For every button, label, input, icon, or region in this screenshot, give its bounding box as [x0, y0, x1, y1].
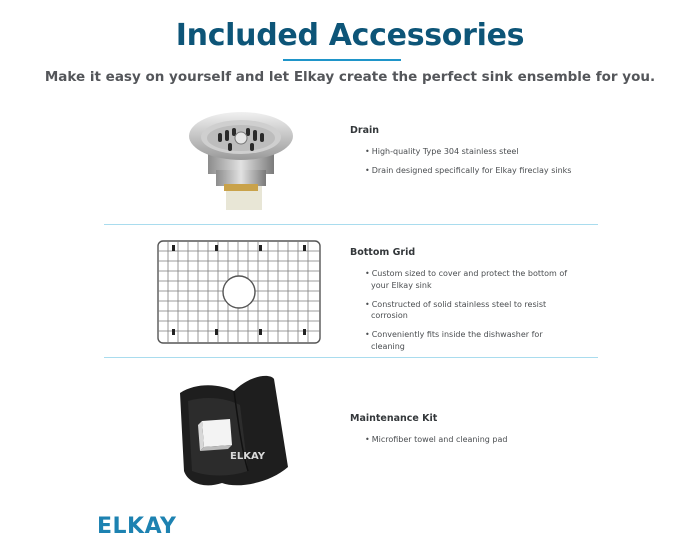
bottom-grid-section — [350, 247, 610, 360]
maintenance-kit-image — [178, 371, 290, 491]
page-title: Included Accessories — [175, 18, 525, 53]
list-item: • Custom sized to cover and protect the bottom of your Elkay sink — [365, 268, 576, 291]
section-title: Maintenance Kit — [350, 413, 438, 424]
list-item: • Constructed of solid stainless steel to resist corrosion — [365, 299, 576, 322]
towel-brand-text: ELKAY — [230, 451, 265, 462]
sink-drain-icon — [188, 106, 294, 210]
bullet-list — [350, 268, 610, 352]
section-title: Drain — [350, 125, 380, 136]
section-title: Bottom Grid — [350, 247, 416, 258]
section-divider — [104, 224, 598, 225]
elkay-logo: ELKAY — [97, 514, 177, 539]
list-item: • High-quality Type 304 stainless steel — [365, 146, 576, 158]
title-underline — [283, 59, 401, 61]
drain-section — [350, 125, 610, 184]
bottom-grid-icon — [155, 238, 323, 346]
page-subtitle: Make it easy on yourself and let Elkay create the perfect sink ensemble for you. — [44, 69, 656, 85]
list-item: • Microfiber towel and cleaning pad — [365, 434, 576, 446]
list-item: • Conveniently fits inside the dishwasher for cleaning — [365, 329, 576, 352]
microfiber-towel-icon — [178, 371, 290, 491]
section-divider — [104, 357, 598, 358]
bullet-list — [350, 146, 610, 177]
maintenance-kit-section — [350, 413, 610, 453]
list-item: • Drain designed specifically for Elkay fireclay sinks — [365, 165, 576, 177]
drain-image — [188, 106, 294, 210]
bottom-grid-image — [155, 238, 323, 346]
bullet-list — [350, 434, 610, 446]
